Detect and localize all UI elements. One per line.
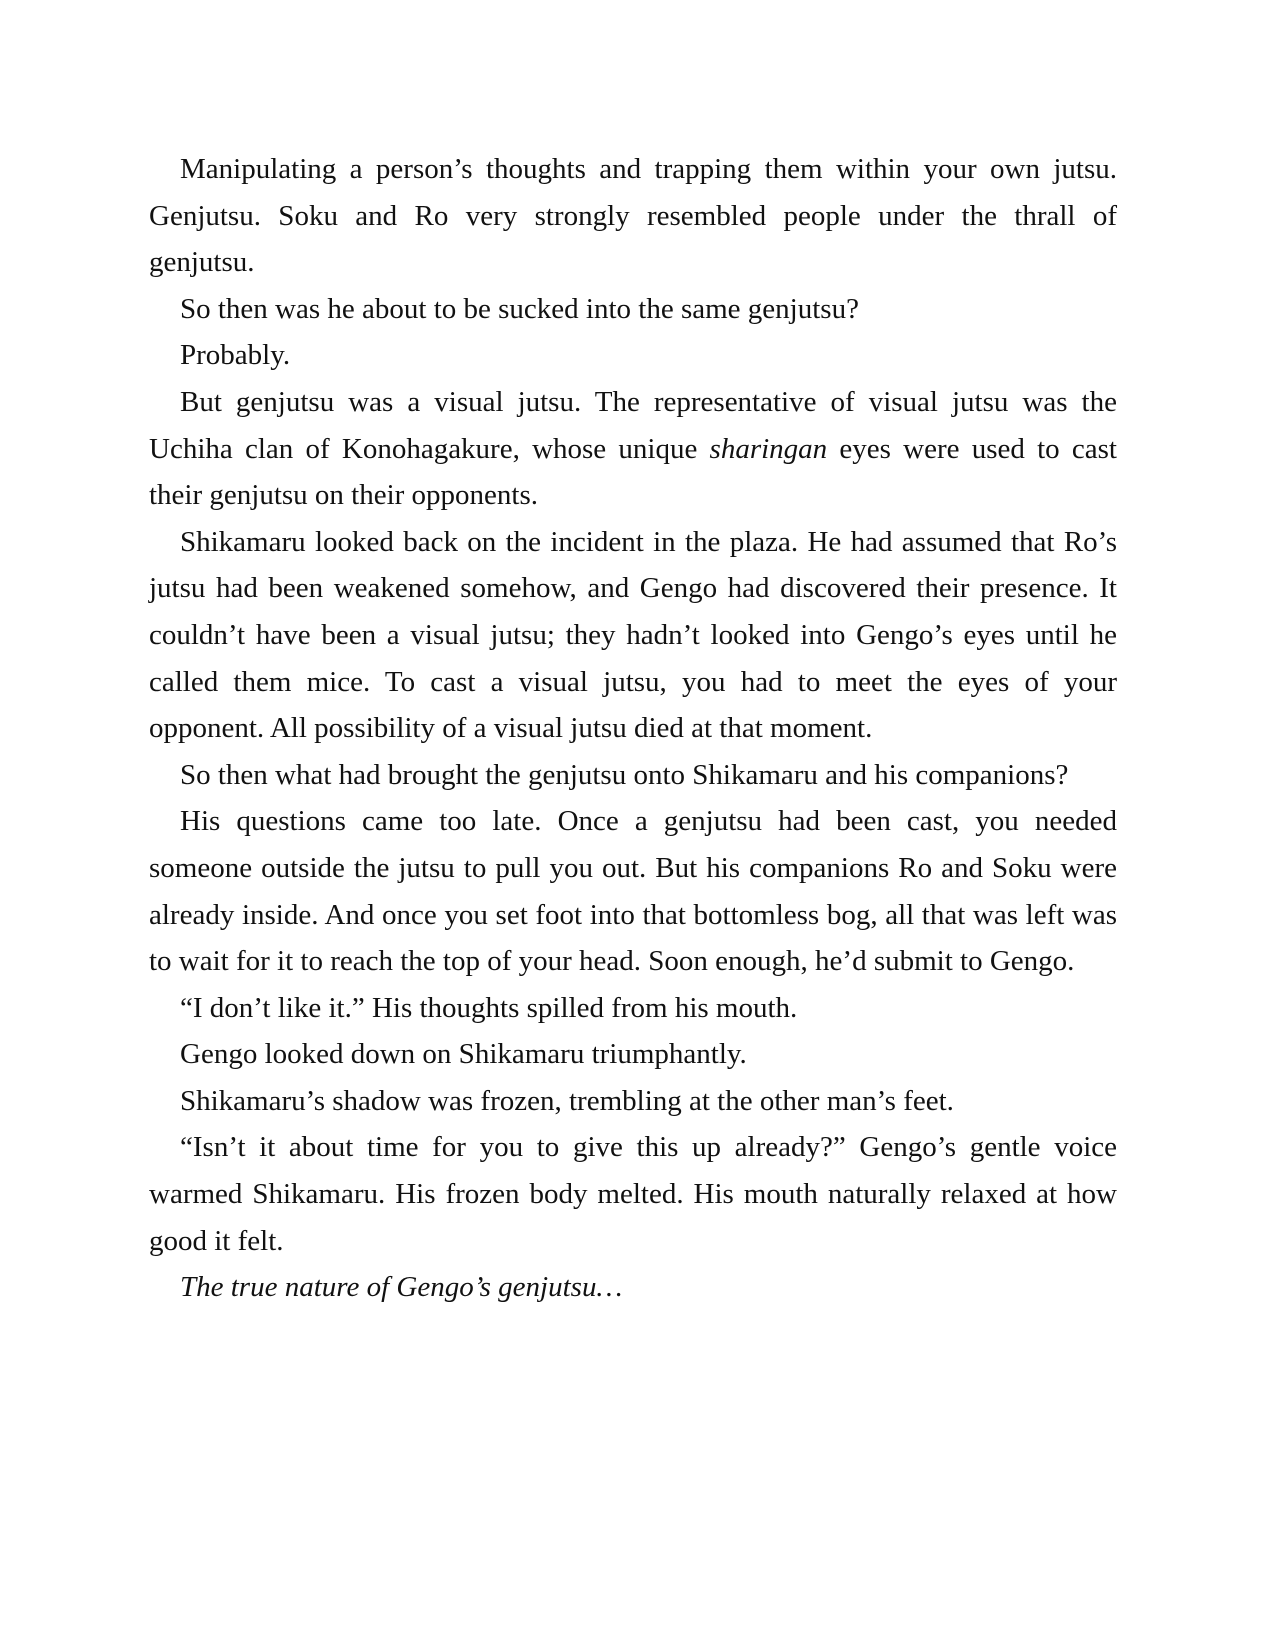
paragraph: His questions came too late. Once a genjutsu had been cast, you needed someone outside the jutsu to pull you out. But his companions Ro and Soku were already inside. And once you set foot into that bottomless bog, all that was left was to wait for it to reach the top of your head. Soon enough, he’d submit to Gengo. <box>149 805 1117 978</box>
paragraph-text: But genjutsu was a visual jutsu. The representative of visual jutsu was the Uchiha clan of Konohagakure, whose unique <box>149 385 1117 465</box>
paragraph: Manipulating a person’s thoughts and trapping them within your own jutsu. Genjutsu. Soku and Ro very strongly resembled people under the thrall of genjutsu. <box>149 153 1117 279</box>
paragraph: Shikamaru’s shadow was frozen, trembling at the other man’s feet. <box>180 1084 954 1117</box>
paragraph <box>149 379 1117 519</box>
italic-term: sharingan <box>709 432 828 465</box>
paragraph: “Isn’t it about time for you to give this up already?” Gengo’s gentle voice warmed Shikamaru. His frozen body melted. His mouth naturally relaxed at how good it felt. <box>149 1131 1117 1257</box>
paragraph: So then what had brought the genjutsu onto Shikamaru and his companions? <box>180 758 1069 791</box>
paragraph: Probably. <box>180 339 291 372</box>
paragraph <box>149 1264 1117 1311</box>
book-page <box>149 146 1117 1311</box>
italic-thought: The true nature of Gengo’s genjutsu… <box>180 1271 623 1304</box>
paragraph: “I don’t like it.” His thoughts spilled from his mouth. <box>180 991 798 1024</box>
paragraph: Shikamaru looked back on the incident in the plaza. He had assumed that Ro’s jutsu had been weakened somehow, and Gengo had discovered their presence. It couldn’t have been a visual jutsu; they hadn’t looked into Gengo’s eyes until he called them mice. To cast a visual jutsu, you had to meet the eyes of your opponent. All possibility of a visual jutsu died at that moment. <box>149 525 1117 745</box>
paragraph: Gengo looked down on Shikamaru triumphantly. <box>180 1038 747 1071</box>
paragraph: So then was he about to be sucked into the same genjutsu? <box>180 292 859 325</box>
paragraph-text: eyes were used to cast their genjutsu on their opponents. <box>149 432 1117 512</box>
